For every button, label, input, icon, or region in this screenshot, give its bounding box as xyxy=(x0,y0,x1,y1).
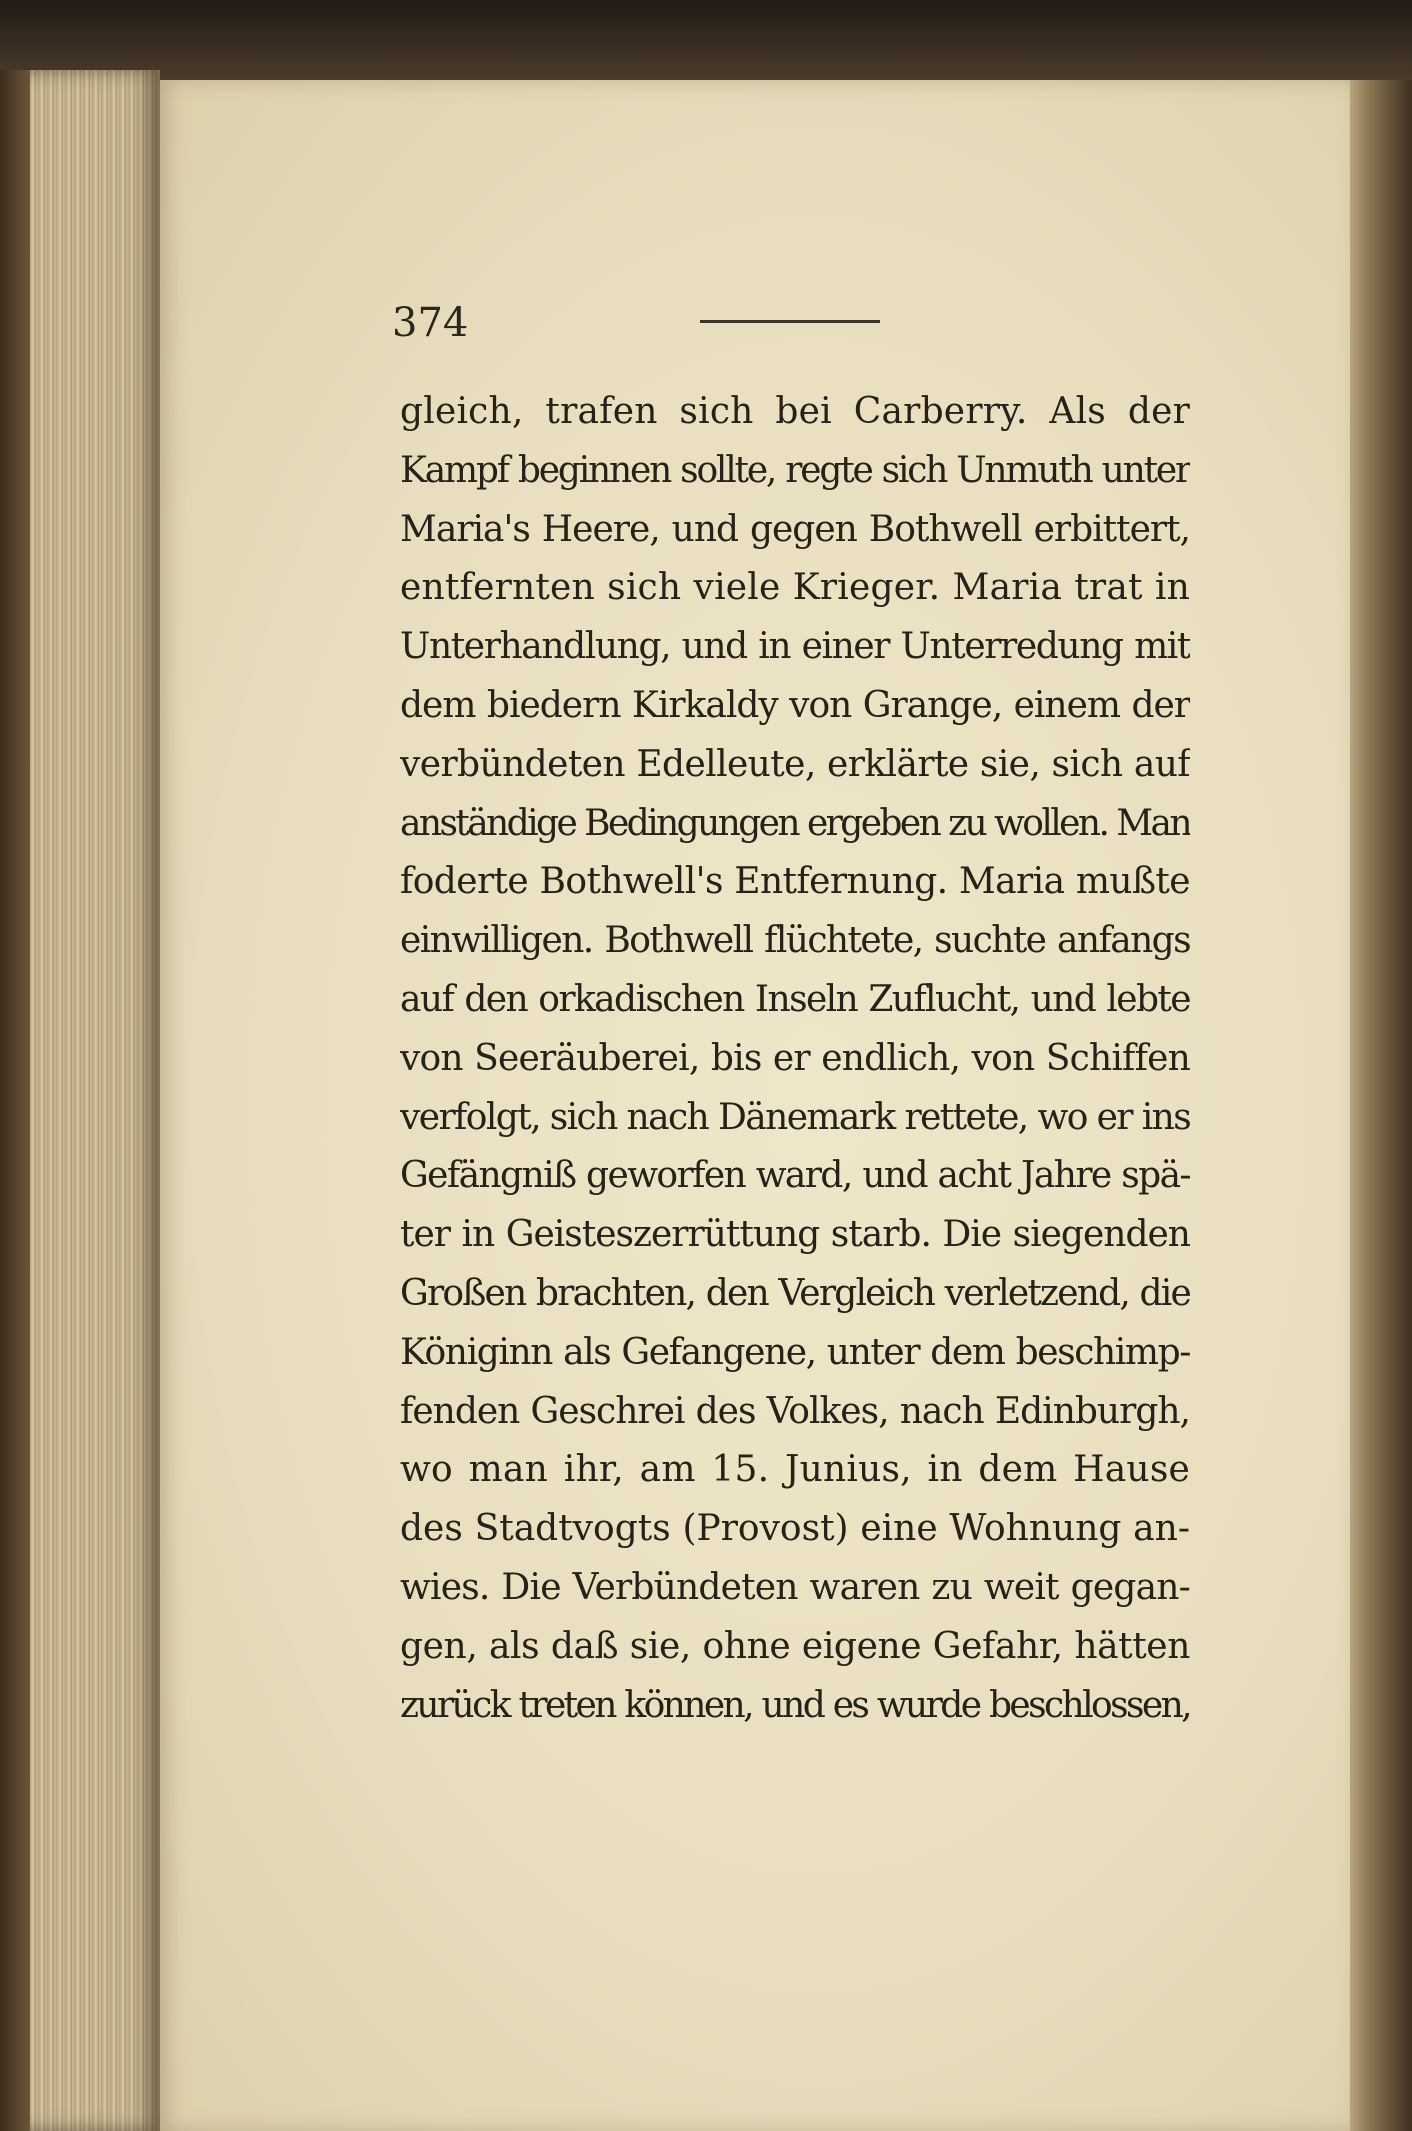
text-line: Großen brachten, den Vergleich verletzend, die xyxy=(400,1272,1190,1314)
text-line: dem biedern Kirkaldy von Grange, einem der xyxy=(400,684,1190,726)
text-line: Maria's Heere, und gegen Bothwell erbittert, xyxy=(400,508,1190,550)
text-line: gen, als daß sie, ohne eigene Gefahr, hätten xyxy=(400,1625,1190,1667)
text-line: fenden Geschrei des Volkes, nach Edinburgh, xyxy=(400,1390,1190,1432)
text-line: des Stadtvogts (Provost) eine Wohnung an- xyxy=(400,1508,1190,1550)
text-line: Unterhandlung, und in einer Unterredung mit xyxy=(400,626,1190,668)
text-line: entfernten sich viele Krieger. Maria trat in xyxy=(400,567,1190,609)
text-line: wo man ihr, am 15. Junius, in dem Hause xyxy=(400,1449,1190,1491)
text-line: foderte Bothwell's Entfernung. Maria mußte xyxy=(400,861,1190,903)
text-line: Gefängniß geworfen ward, und acht Jahre spä- xyxy=(400,1155,1190,1197)
text-line: Königinn als Gefangene, unter dem beschimp- xyxy=(400,1331,1190,1373)
text-line: verfolgt, sich nach Dänemark rettete, wo er ins xyxy=(400,1096,1190,1138)
book-binding-top xyxy=(0,0,1412,80)
text-line: zurück treten können, und es wurde beschlossen, xyxy=(400,1684,1190,1726)
text-line: anständige Bedingungen ergeben zu wollen. Man xyxy=(400,802,1190,844)
text-line: gleich, trafen sich bei Carberry. Als der xyxy=(400,391,1190,432)
text-line: auf den orkadischen Inseln Zuflucht, und lebte xyxy=(400,978,1190,1020)
facing-page-edge xyxy=(1342,80,1412,2131)
page-number: 374 xyxy=(392,300,469,346)
text-line: ter in Geisteszerrüttung starb. Die siegenden xyxy=(400,1214,1190,1256)
page-body-text xyxy=(400,383,1190,1735)
text-line: Kampf beginnen sollte, regte sich Unmuth unter xyxy=(400,449,1190,491)
text-line: von Seeräuberei, bis er endlich, von Schiffen xyxy=(400,1037,1190,1079)
text-line: wies. Die Verbündeten waren zu weit gegan- xyxy=(400,1566,1190,1608)
text-line: einwilligen. Bothwell flüchtete, suchte anfangs xyxy=(400,920,1190,962)
text-line: verbündeten Edelleute, erklärte sie, sich auf xyxy=(400,743,1190,785)
book-spine-edge xyxy=(0,70,30,2131)
header-rule xyxy=(700,320,880,323)
